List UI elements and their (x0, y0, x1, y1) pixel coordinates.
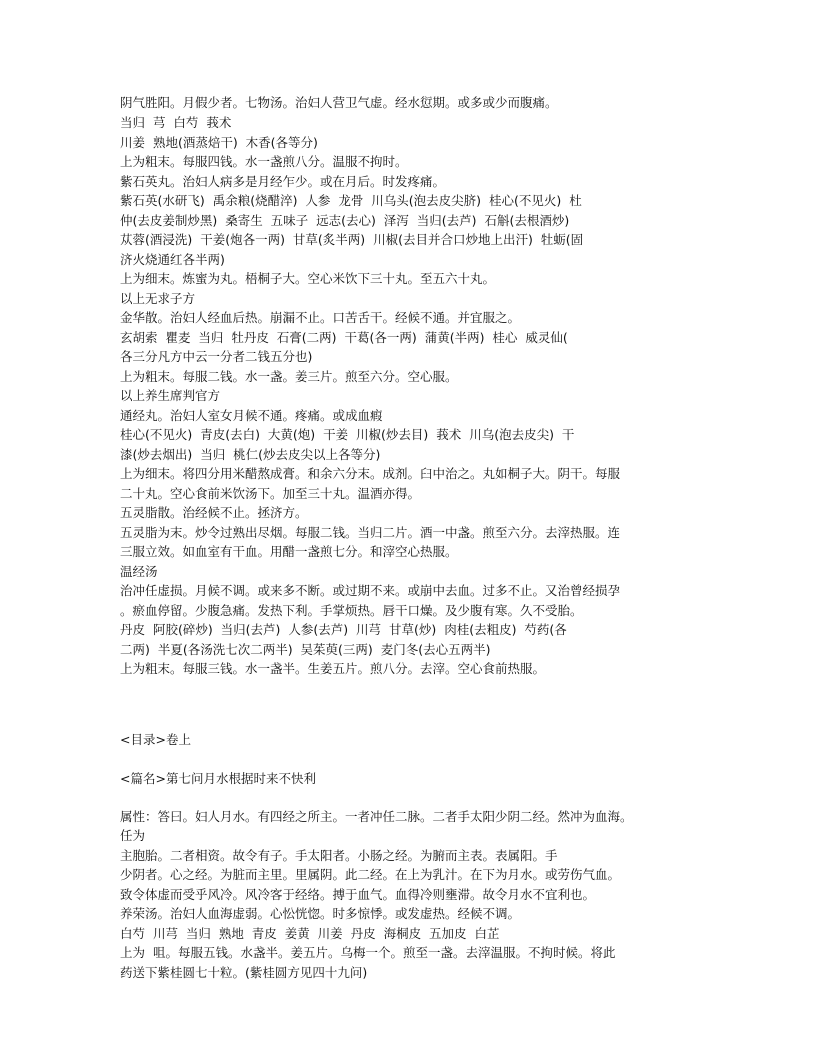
text-line: 二两) 半夏(各汤洗七次二两半) 吴茱萸(三两) 麦门冬(去心五两半) (120, 642, 491, 657)
text-line: 玄胡索 瞿麦 当归 牡丹皮 石膏(二两) 干葛(各一两) 蒲黄(半两) 桂心 威灵仙( (120, 330, 568, 345)
chapter-title: <篇名>第七问月水根据时来不快利 (120, 771, 316, 786)
text-line: 五灵脂散。治经候不止。拯济方。 (120, 505, 308, 520)
text-line: 当归 芎 白芍 莪术 (120, 115, 232, 130)
text-line: 以上无求子方 (120, 291, 196, 306)
text-line: 通经丸。治妇人室女月候不通。疼痛。或成血瘕 (120, 408, 383, 423)
text-line: 上为细末。炼蜜为丸。梧桐子大。空心米饮下三十丸。至五六十丸。 (120, 271, 496, 286)
text-line: 任为 (120, 828, 146, 843)
text-line: 。瘀血停留。少腹急痛。发热下利。手掌烦热。唇干口燥。及少腹有寒。久不受胎。 (120, 603, 583, 618)
text-line: 仲(去皮姜制炒黑) 桑寄生 五味子 远志(去心) 泽泻 当归(去芦) 石斛(去根酒炒) (120, 213, 570, 228)
text-line: 以上养生席判官方 (120, 388, 221, 403)
text-line: 二十丸。空心食前米饮汤下。加至三十丸。温酒亦得。 (120, 486, 421, 501)
text-line: 致令体虚而受乎风冷。风冷客于经络。搏于血气。血得冷则壅滞。故令月水不宜利也。 (120, 887, 596, 902)
text-line: 药送下紫桂圆七十粒。(紫桂圆方见四十九问) (120, 965, 368, 980)
text-line: 少阴者。心之经。为脏而主里。里属阴。此二经。在上为乳汁。在下为月水。或劳伤气血。 (120, 867, 621, 882)
text-line: 桂心(不见火) 青皮(去白) 大黄(炮) 干姜 川椒(炒去目) 莪术 川乌(泡去皮尖) 干 (120, 427, 575, 442)
text-line: 属性：答曰。妇人月水。有四经之所主。一者冲任二脉。二者手太阳少阴二经。然冲为血海。 (120, 809, 633, 824)
text-line: 治冲任虚损。月候不调。或来多不断。或过期不来。或崩中去血。过多不止。又治曾经损孕 (120, 583, 621, 598)
text-line: 川姜 熟地(酒蒸焙干) 木香(各等分) (120, 135, 318, 150)
text-line: 温经汤 (120, 564, 158, 579)
text-line: 各三分凡方中云一分者二钱五分也) (120, 349, 313, 364)
text-line: 丹皮 阿胶(碎炒) 当归(去芦) 人参(去芦) 川芎 甘草(炒) 肉桂(去粗皮) 芍药(各 (120, 622, 567, 637)
text-line: 上为粗末。每服三钱。水一盏半。生姜五片。煎八分。去滓。空心食前热服。 (120, 661, 546, 676)
text-line: 苁蓉(酒浸洗) 干姜(炮各一两) 甘草(炙半两) 川椒(去目并合口炒地上出汗) 牡蛎(固 (120, 232, 584, 247)
text-line: 五灵脂为末。炒令过熟出尽烟。每服二钱。当归二片。酒一中盏。煎至六分。去滓热服。连 (120, 525, 621, 540)
text-line: 三服立效。如血室有干血。用醋一盏煎七分。和滓空心热服。 (120, 544, 458, 559)
text-line: 漆(炒去烟出) 当归 桃仁(炒去皮尖以上各等分) (120, 447, 381, 462)
text-line: 金华散。治妇人经血后热。崩漏不止。口苦舌干。经候不通。并宜服之。 (120, 310, 521, 325)
text-line: 上为 咀。每服五钱。水盏半。姜五片。乌梅一个。煎至一盏。去滓温服。不拘时候。将此 (120, 945, 616, 960)
text-line: 上为粗末。每服四钱。水一盏煎八分。温服不拘时。 (120, 154, 408, 169)
text-line: 上为细末。将四分用米醋熬成膏。和余六分末。成剂。臼中治之。丸如桐子大。阴干。每服 (120, 466, 621, 481)
text-line: 紫石英丸。治妇人病多是月经乍少。或在月后。时发疼痛。 (120, 174, 446, 189)
text-line: 紫石英(水研飞) 禹余粮(烧醋淬) 人参 龙骨 川乌头(泡去皮尖脐) 桂心(不见火) 杜 (120, 193, 582, 208)
text-line: 济火烧通红各半两) (120, 252, 225, 267)
section-catalog-label: <目录>卷上 (120, 732, 191, 747)
text-line: 白芍 川芎 当归 熟地 青皮 姜黄 川姜 丹皮 海桐皮 五加皮 白芷 (120, 926, 500, 941)
text-line: 上为粗末。每服二钱。水一盏。姜三片。煎至六分。空心服。 (120, 369, 458, 384)
text-line: 主胞胎。二者相资。故令有子。手太阳者。小肠之经。为腑而主表。表属阳。手 (120, 848, 558, 863)
text-line: 养荣汤。治妇人血海虚弱。心忪恍惚。时多惊悸。或发虚热。经候不调。 (120, 906, 521, 921)
text-line: 阴气胜阳。月假少者。七物汤。治妇人营卫气虚。经水愆期。或多或少而腹痛。 (120, 95, 558, 110)
